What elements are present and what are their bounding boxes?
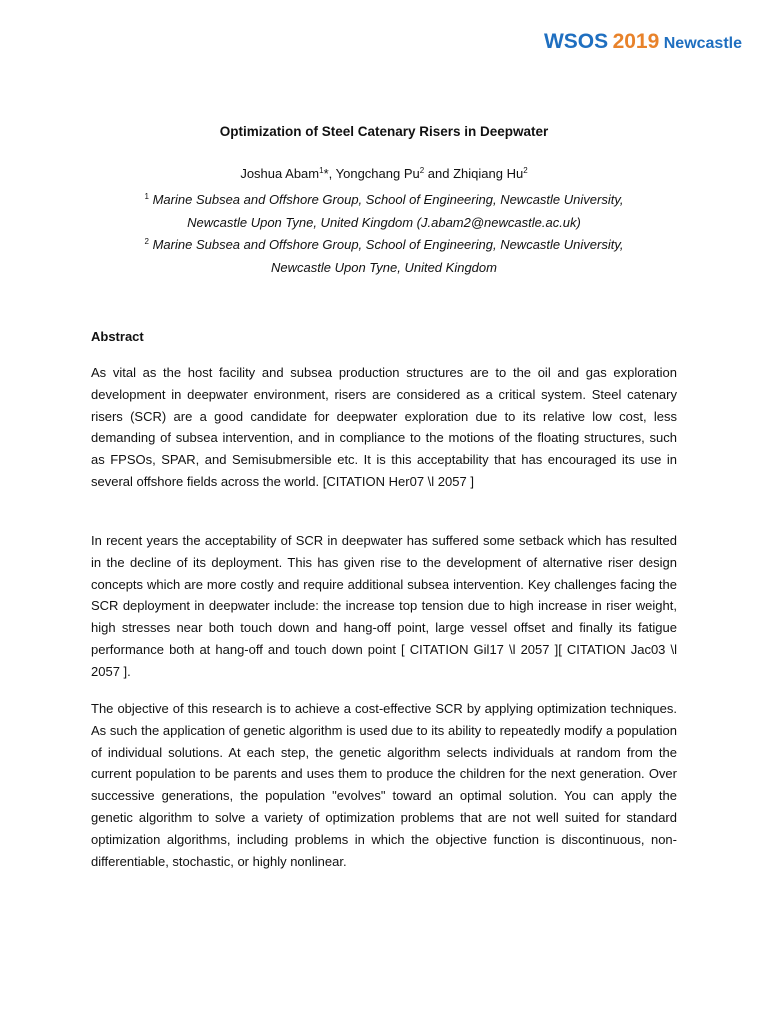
paper-title: Optimization of Steel Catenary Risers in Deepwater [219, 124, 549, 139]
affiliation-line [0, 186, 768, 212]
author-joiner: and [424, 166, 454, 181]
author-affil-number: 1 [319, 166, 324, 175]
abstract-paragraph: In recent years the acceptability of SCR in deepwater has suffered some setback which has resulted in the decline of its deployment. This has given rise to the development of alternative riser design concepts which are more costly and require additional subsea intervention. Key challenges facing the SCR deployment in deepwater include: the increase top tension due to high increase in riser weight, high stresses near both touch down and hang-off point, large vessel offset and finally its fatigue performance both at hang-off and touch down point [ CITATION Gil17 \l 2057 ][ CITATION Jac03 \l 2057 ]. [91, 533, 677, 679]
abstract-heading: Abstract [91, 329, 144, 344]
corresponding-mark: *, [323, 166, 336, 181]
logo-wsos: WSOS [543, 30, 609, 53]
author-affil-number: 2 [419, 166, 425, 175]
affiliation-number: 1 [144, 192, 149, 201]
abstract-paragraph: The objective of this research is to achieve a cost-effective SCR by applying optimization techniques. As such the application of genetic algorithm is used due to its ability to repeatedly modify a population of individual solutions. At each step, the genetic algorithm selects individuals at random from the current population to be parents and uses them to produce the children for the next generation. Over successive generations, the population "evolves" toward an optimal solution. You can apply the genetic algorithm to solve a variety of optimization problems that are not well suited for standard optimization algorithms, including problems in which the objective function is discontinuous, non-differentiable, stochastic, or highly nonlinear. [91, 701, 677, 869]
affiliation-1 [0, 186, 768, 234]
author-name: Joshua Abam [240, 166, 320, 181]
conference-logo [544, 30, 742, 54]
author-list [0, 166, 768, 181]
affiliation-text: Marine Subsea and Offshore Group, School of Engineering, Newcastle University, [152, 237, 624, 252]
author-name: Zhiqiang Hu [453, 166, 524, 181]
affiliation-number: 2 [144, 237, 149, 246]
author-affil-number: 2 [523, 166, 528, 175]
affiliation-line: Newcastle Upon Tyne, United Kingdom (J.abam2@newcastle.ac.uk) [187, 214, 581, 230]
abstract-paragraph: As vital as the host facility and subsea production structures are to the oil and gas exploration development in deepwater environment, risers are considered as a critical system. Steel catenary risers (SCR) are a good candidate for deepwater exploration due to its relative low cost, less demanding of subsea intervention, and in compliance to the motions of the floating structures, such as FPSOs, SPAR, and Semisubmersible etc. It is this acceptability that has encouraged its use in several offshore fields across the world. [CITATION Her07 \l 2057 ] [91, 365, 677, 489]
logo-city: Newcastle [663, 35, 742, 52]
affiliation-line [0, 231, 768, 257]
affiliation-line: Newcastle Upon Tyne, United Kingdom [271, 259, 497, 275]
affiliation-text: Marine Subsea and Offshore Group, School of Engineering, Newcastle University, [152, 192, 624, 207]
logo-year: 2019 [612, 30, 660, 53]
author-name: Yongchang Pu [335, 166, 420, 181]
affiliation-2 [0, 231, 768, 279]
